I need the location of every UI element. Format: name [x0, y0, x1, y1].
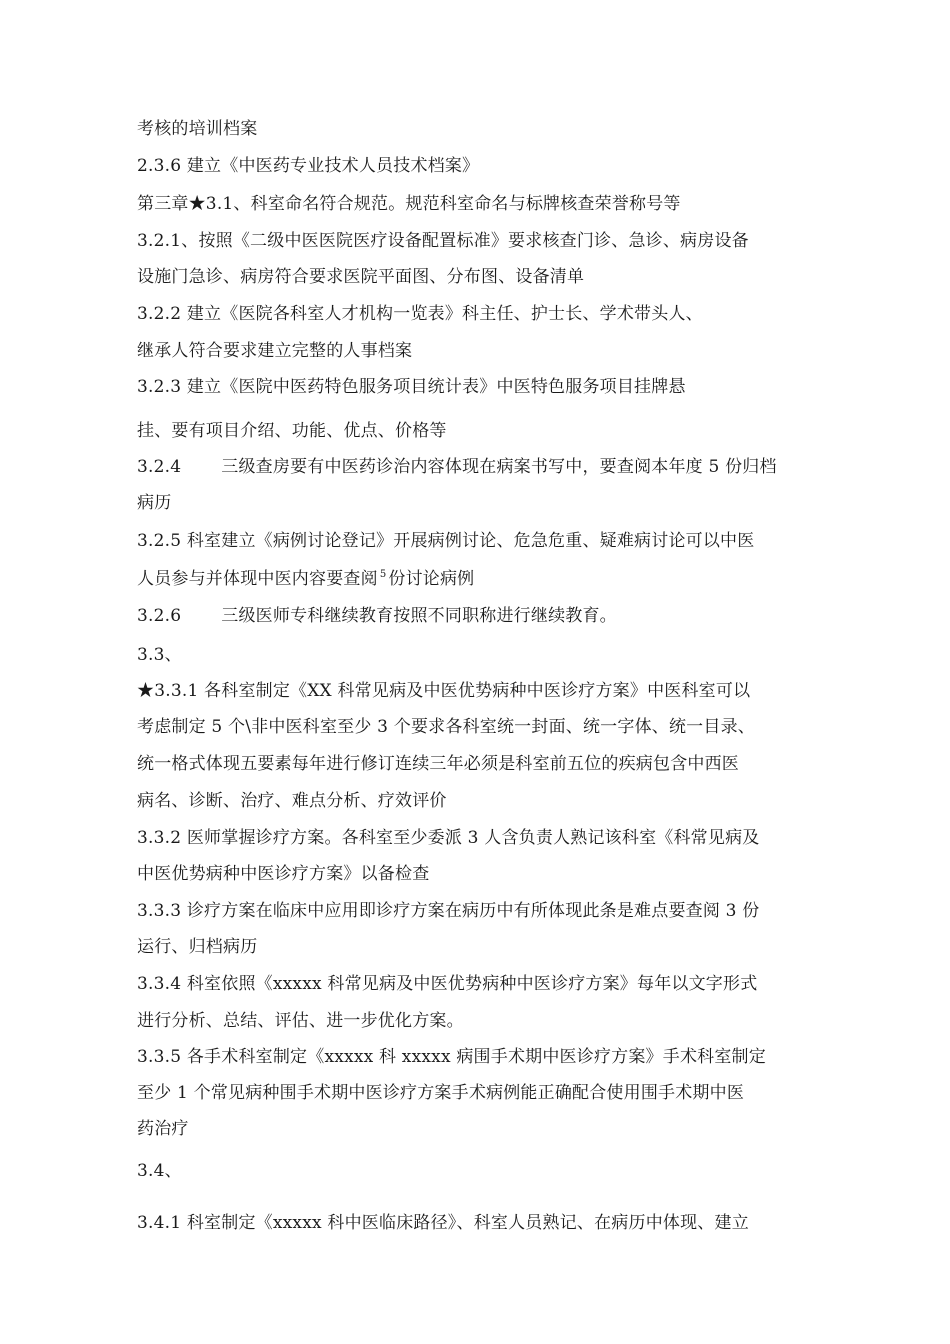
text-line: 3.4、: [137, 1161, 182, 1181]
text-segment: 人员参与并体现中医内容要查阅: [137, 569, 378, 589]
text-line: 3.2.3 建立《医院中医药特色服务项目统计表》中医特色服务项目挂牌悬: [137, 377, 686, 397]
text-line: 3.4.1 科室制定《xxxxx 科中医临床路径》、科室人员熟记、在病历中体现、建立: [137, 1213, 749, 1233]
text-line: 进行分析、总结、评估、进一步优化方案。: [137, 1011, 464, 1031]
text-line: 3.3.2 医师掌握诊疗方案。各科室至少委派 3 人含负责人熟记该科室《科常见病及: [137, 828, 760, 848]
text-line: 3.2.5 科室建立《病例讨论登记》开展病例讨论、危急危重、疑难病讨论可以中医: [137, 531, 755, 551]
text-line: 至少 1 个常见病种围手术期中医诊疗方案手术病例能正确配合使用围手术期中医: [137, 1083, 745, 1103]
text-line: 3.3.4 科室依照《xxxxx 科常见病及中医优势病种中医诊疗方案》每年以文字形式: [137, 974, 758, 994]
superscript-number: 5: [379, 569, 387, 581]
section-text: 三级查房要有中医药诊治内容体现在病案书写中，要查阅本年度 5 份归档: [221, 457, 777, 477]
text-line: 3.3.3 诊疗方案在临床中应用即诊疗方案在病历中有所体现此条是难点要查阅 3 份: [137, 901, 760, 921]
text-line: 药治疗: [137, 1119, 189, 1139]
text-line: 3.3.5 各手术科室制定《xxxxx 科 xxxxx 病围手术期中医诊疗方案》手术科室制定: [137, 1047, 766, 1067]
chapter-heading: 第三章★3.1、科室命名符合规范。规范科室命名与标牌核查荣誉称号等: [137, 194, 681, 214]
text-line: 病历: [137, 493, 172, 513]
text-line: 2.3.6 建立《中医药专业技术人员技术档案》: [137, 156, 480, 176]
text-line: [137, 568, 474, 590]
text-line: 考虑制定 5 个\非中医科室至少 3 个要求各科室统一封面、统一字体、统一目录、: [137, 717, 755, 737]
text-line: 3.3、: [137, 645, 182, 665]
text-line: 病名、诊断、治疗、难点分析、疗效评价: [137, 791, 447, 811]
section-text: 三级医师专科继续教育按照不同职称进行继续教育。: [221, 606, 617, 626]
text-line: [137, 605, 617, 627]
text-line: 挂、要有项目介绍、功能、优点、价格等: [137, 421, 447, 441]
text-line: 中医优势病种中医诊疗方案》以备检查: [137, 864, 430, 884]
text-segment: 份讨论病例: [388, 569, 475, 589]
text-line: ★3.3.1 各科室制定《XX 科常见病及中医优势病种中医诊疗方案》中医科室可以: [137, 681, 751, 701]
text-line: 统一格式体现五要素每年进行修订连续三年必须是科室前五位的疾病包含中西医: [137, 754, 739, 774]
section-number: 3.2.6: [137, 606, 182, 626]
text-line: 3.2.1、按照《二级中医医院医疗设备配置标准》要求核查门诊、急诊、病房设备: [137, 231, 749, 251]
text-line: 运行、归档病历: [137, 937, 258, 957]
text-line: 考核的培训档案: [137, 119, 258, 139]
text-line: 继承人符合要求建立完整的人事档案: [137, 341, 413, 361]
text-line: [137, 456, 777, 478]
text-line: 设施门急诊、病房符合要求医院平面图、分布图、设备清单: [137, 267, 585, 287]
text-line: 3.2.2 建立《医院各科室人才机构一览表》科主任、护士长、学术带头人、: [137, 304, 703, 324]
section-number: 3.2.4: [137, 457, 182, 477]
